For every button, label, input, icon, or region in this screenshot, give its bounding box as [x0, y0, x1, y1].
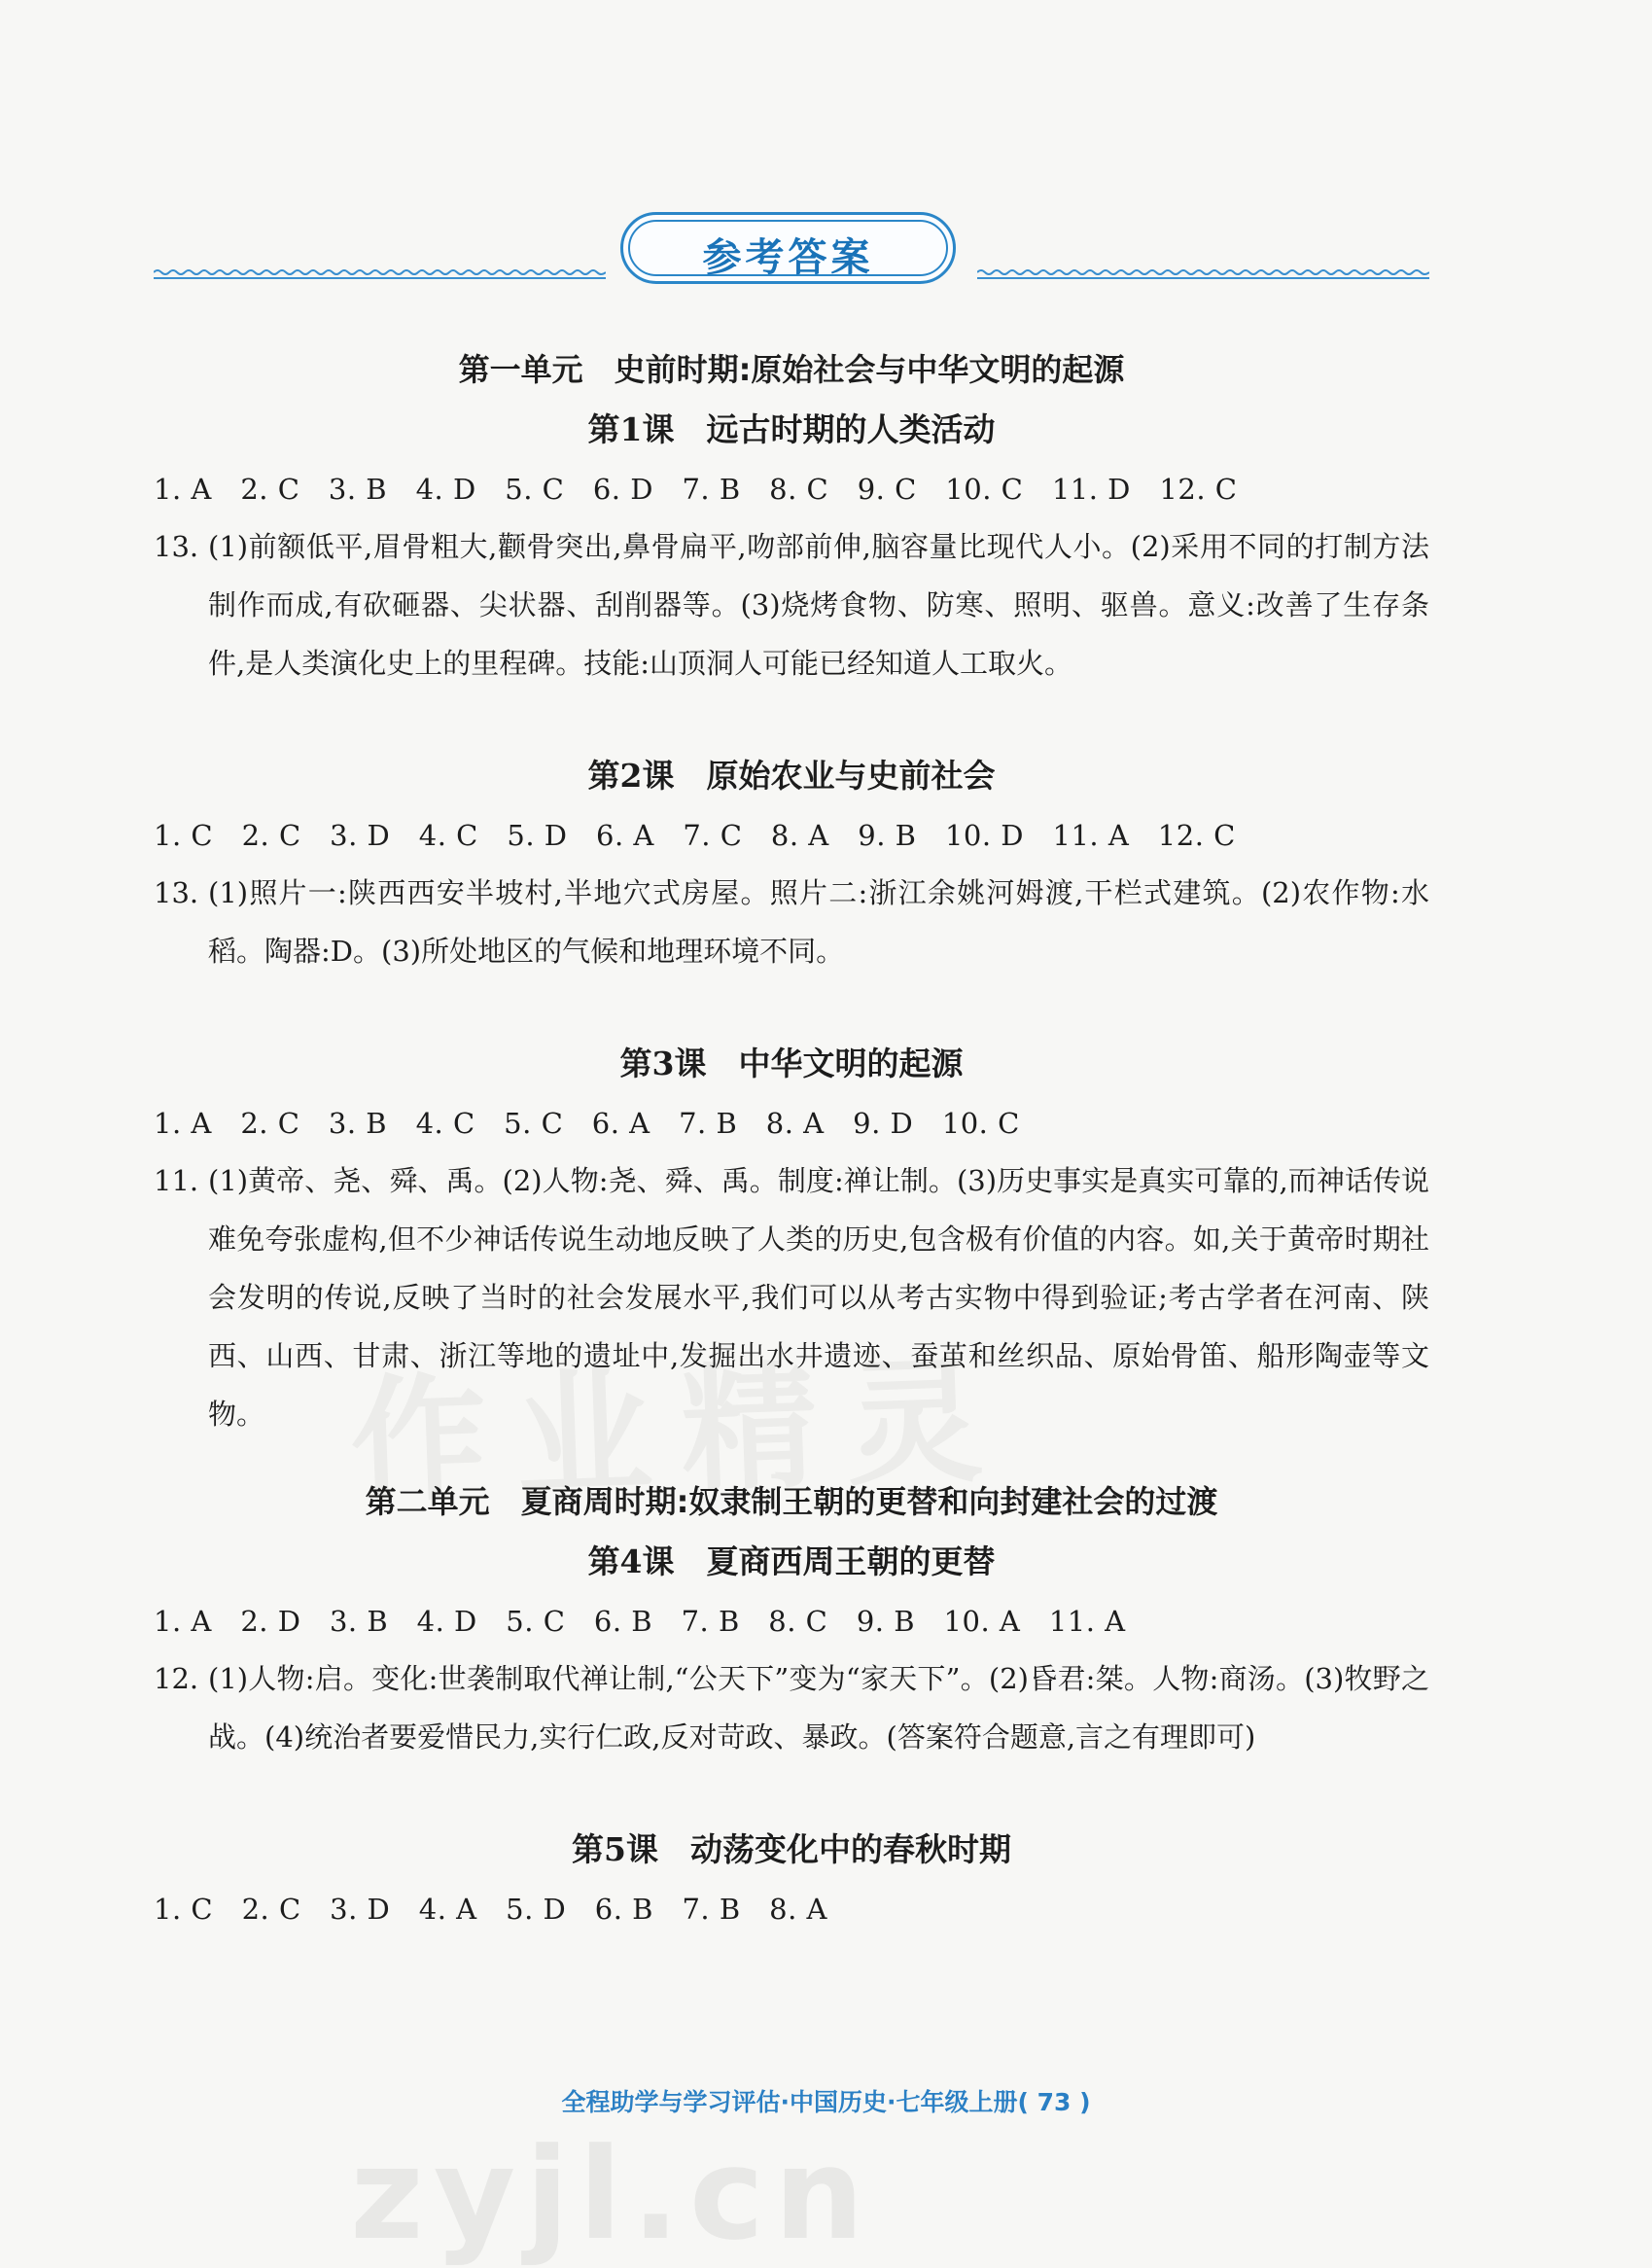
page-footer: 全程助学与学习评估·中国历史·七年级上册( 73 ): [561, 2088, 1091, 2116]
essay-answer-text: (1)前额低平,眉骨粗大,颧骨突出,鼻骨扁平,吻部前伸,脑容量比现代人小。(2)采用不同的打制方法制作而成,有砍砸器、尖状器、刮削器等。(3)烧烤食物、防寒、照明、驱兽。意义:改善了生存条件,是人类演化史上的里程碑。技能:山顶洞人可能已经知道人工取火。: [208, 530, 1429, 680]
wave-divider-right: [977, 266, 1429, 282]
essay-answer-text: (1)照片一:陕西西安半坡村,半地穴式房屋。照片二:浙江余姚河姆渡,干栏式建筑。(2)农作物:水稻。陶器:D。(3)所处地区的气候和地理环境不同。: [208, 876, 1429, 968]
multiple-choice-answers: 1. A 2. C 3. B 4. C 5. C 6. A 7. B 8. A 9. D 10. C: [154, 1107, 1020, 1140]
answer-content: [154, 340, 1429, 1937]
watermark-url: zyjl.cn: [350, 2120, 874, 2268]
question-number: 12.: [154, 1662, 199, 1695]
multiple-choice-answers: 1. C 2. C 3. D 4. A 5. D 6. B 7. B 8. A: [154, 1893, 827, 1926]
question-number: 13.: [154, 530, 199, 563]
essay-answer-text: (1)黄帝、尧、舜、禹。(2)人物:尧、舜、禹。制度:禅让制。(3)历史事实是真实可靠的,而神话传说难免夸张虚构,但不少神话传说生动地反映了人类的历史,包含极有价值的内容。如,关于黄帝时期社会发明的传说,反映了当时的社会发展水平,我们可以从考古实物中得到验证;考古学者在河南、陕西、山西、甘肃、浙江等地的遗址中,发掘出水井遗迹、蚕茧和丝织品、原始骨笛、船形陶壶等文物。: [208, 1164, 1429, 1431]
page-header: [154, 212, 1429, 290]
essay-answer: [154, 864, 1429, 980]
lesson-title: 第2课 原始农业与史前社会: [587, 757, 996, 795]
lesson-title: 第1课 远古时期的人类活动: [587, 410, 996, 448]
title-frame: [620, 212, 956, 284]
lesson-title: 第5课 动荡变化中的春秋时期: [572, 1830, 1011, 1868]
multiple-choice-answers: 1. A 2. D 3. B 4. D 5. C 6. B 7. B 8. C 9. B 10. A 11. A: [154, 1605, 1126, 1638]
lesson-title: 第4课 夏商西周王朝的更替: [587, 1542, 996, 1580]
unit-title: 第二单元 夏商周时期:奴隶制王朝的更替和向封建社会的过渡: [365, 1483, 1218, 1520]
page-title: 参考答案: [702, 235, 874, 280]
lesson-title: 第3课 中华文明的起源: [619, 1045, 964, 1082]
multiple-choice-answers: 1. C 2. C 3. D 4. C 5. D 6. A 7. C 8. A 9. B 10. D 11. A 12. C: [154, 819, 1236, 852]
question-number: 13.: [154, 876, 199, 909]
watermark: [347, 1311, 1015, 1530]
essay-answer-text: (1)人物:启。变化:世袭制取代禅让制,“公天下”变为“家天下”。(2)昏君:桀。人物:商汤。(3)牧野之战。(4)统治者要爱惜民力,实行仁政,反对苛政、暴政。(答案符合题意,言之有理即可): [208, 1662, 1429, 1754]
multiple-choice-answers: 1. A 2. C 3. B 4. D 5. C 6. D 7. B 8. C 9. C 10. C 11. D 12. C: [154, 473, 1238, 506]
unit-title: 第一单元 史前时期:原始社会与中华文明的起源: [458, 351, 1125, 388]
question-number: 11.: [154, 1164, 199, 1197]
essay-answer: [154, 1649, 1429, 1766]
wave-divider-left: [154, 266, 606, 282]
essay-answer: [154, 517, 1429, 692]
